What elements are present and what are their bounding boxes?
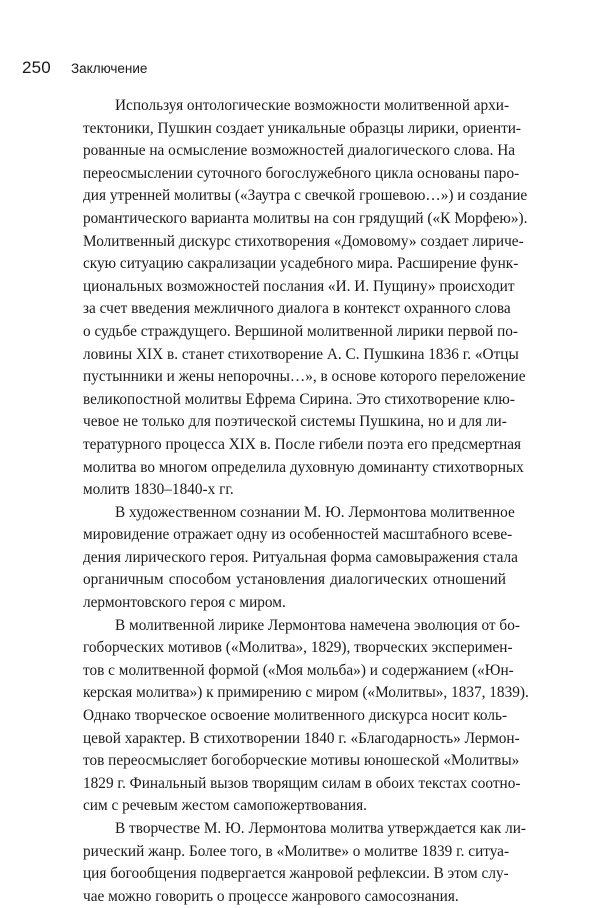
- text-line: о судьбе страждущего. Вершиной молитвенной лирики первой по-: [83, 322, 519, 340]
- text-line: дения лирического героя. Ритуальная форма самовыражения стала: [83, 548, 518, 566]
- text-line: за счет введения межличного диалога в контекст охранного слова: [83, 300, 511, 318]
- paragraph: [83, 95, 528, 502]
- text-line: цевой характер. В стихотворении 1840 г. «Благодарность» Лермон-: [83, 729, 520, 747]
- text-line: Однако творческое освоение молитвенного дискурса носит коль-: [83, 707, 508, 725]
- text-line: молитва во многом определила духовную доминанту стихотворных: [83, 458, 524, 476]
- text-line: рованные на осмысление возможностей диалогического слова. На: [83, 142, 516, 160]
- running-head: [22, 58, 147, 78]
- paragraph: [83, 818, 526, 908]
- text-line: дия утренней молитвы («Заутра с свечкой грошевою…») и создание: [83, 187, 528, 205]
- text-line: тов с молитвенной формой («Моя мольба») и содержанием («Юн-: [83, 661, 514, 679]
- text-line: гоборческих мотивов («Молитва», 1829), творческих эксперимен-: [83, 639, 513, 657]
- text-line: ция богообщения подвергается жанровой рефлексии. В этом слу-: [83, 865, 509, 883]
- body-text: [83, 95, 529, 908]
- text-line: тов переосмысляет богоборческие мотивы юношеской «Молитвы»: [83, 752, 520, 770]
- text-line: молитв 1830–1840-х гг.: [83, 481, 234, 499]
- text-line: лермонтовского героя с миром.: [83, 594, 286, 612]
- section-title: Заключение: [70, 61, 148, 76]
- text-line: циональных возможностей послания «И. И. Пущину» происходит: [83, 277, 515, 295]
- text-line: романтического варианта молитвы на сон грядущий («К Морфею»).: [83, 209, 528, 227]
- paragraph: [83, 615, 529, 818]
- text-line: керская молитва») к примирению с миром («Молитвы», 1837, 1839).: [83, 684, 529, 702]
- text-line: чае можно говорить о процессе жанрового самосознания.: [83, 887, 459, 905]
- text-line: В художественном сознании М. Ю. Лермонтова молитвенное: [115, 503, 515, 521]
- text-line: В молитвенной лирике Лермонтова намечена эволюция от бо-: [115, 616, 520, 634]
- text-line: переосмыслении суточного богослужебного цикла основаны паро-: [83, 164, 520, 182]
- text-line: скую ситуацию сакрализации усадебного мира. Расширение функ-: [83, 255, 519, 273]
- page-number: 250: [22, 58, 51, 77]
- text-line: рический жанр. Более того, в «Молитве» о молитве 1839 г. ситуа-: [83, 842, 510, 860]
- text-line: тературного процесса XIX в. После гибели поэта его предсмертная: [83, 435, 522, 453]
- text-line: чевое не только для поэтической системы Пушкина, но и для ли-: [83, 413, 507, 431]
- text-line: Молитвенный дискурс стихотворения «Домовому» создает лириче-: [83, 232, 524, 250]
- text-line: пустынники и жены непорочны…», в основе которого переложение: [83, 368, 526, 386]
- text-line: ловины XIX в. станет стихотворение А. С. Пушкина 1836 г. «Отцы: [83, 345, 519, 363]
- text-line: Используя онтологические возможности молитвенной архи-: [115, 97, 510, 114]
- text-line: великопостной молитвы Ефрема Сирина. Это стихотворение клю-: [83, 390, 515, 408]
- text-line: мировидение отражает одну из особенностей масштабного всеве-: [83, 526, 513, 544]
- text-line: сим с речевым жестом самопожертвования.: [83, 797, 367, 815]
- text-line: 1829 г. Финальный вызов творящим силам в обоих текстах соотно-: [83, 774, 521, 792]
- text-line: тектоники, Пушкин создает уникальные образцы лирики, ориенти-: [83, 119, 522, 137]
- text-line: органичным способом установления диалогических отношений: [83, 571, 506, 589]
- paragraph: [83, 502, 518, 615]
- text-line: В творчестве М. Ю. Лермонтова молитва утверждается как ли-: [115, 820, 526, 837]
